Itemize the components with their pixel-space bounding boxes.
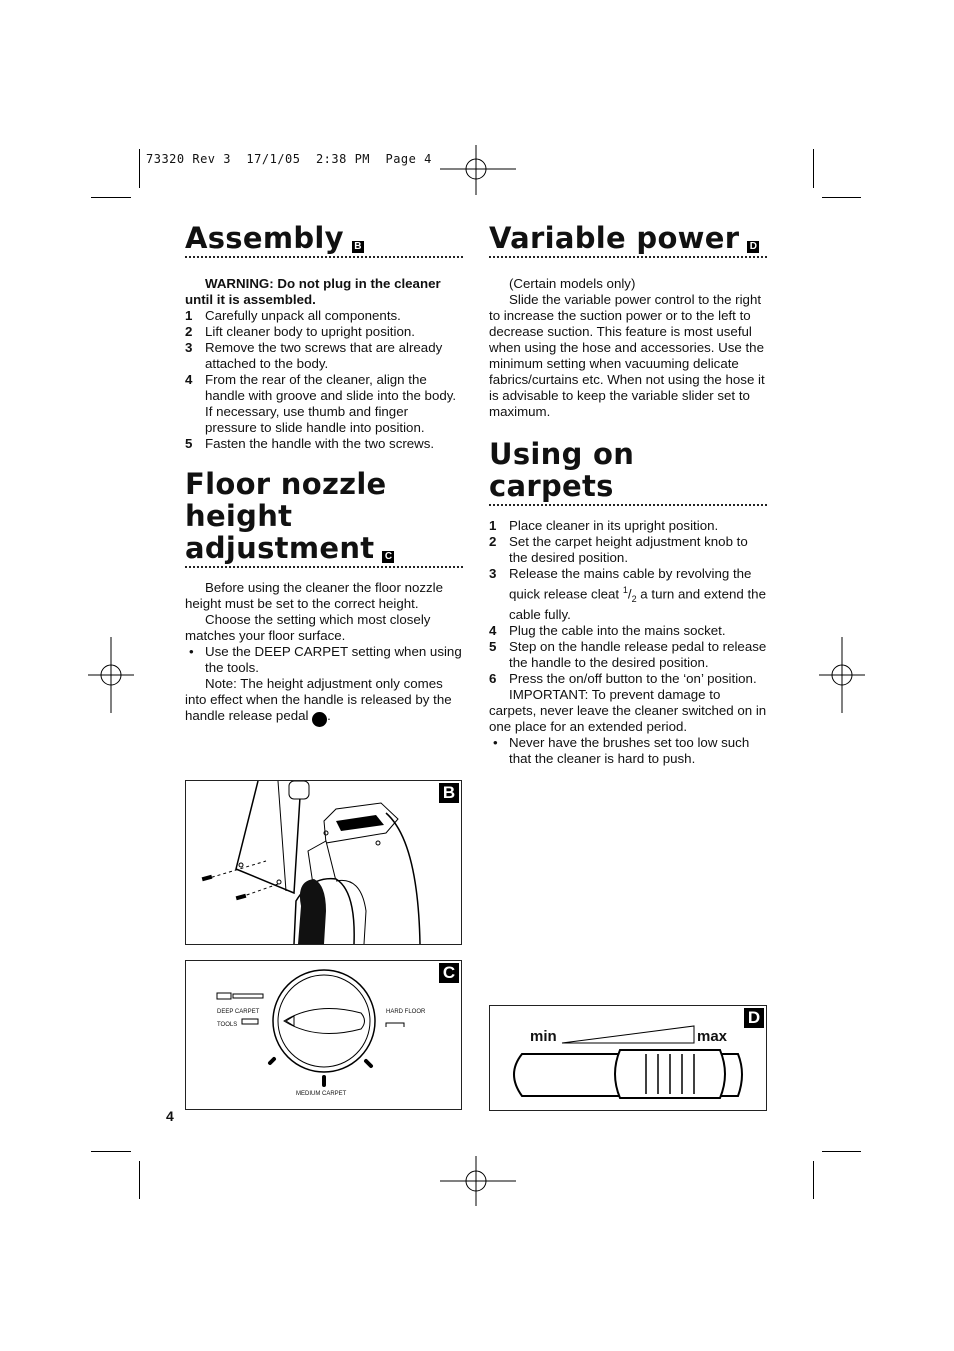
- registration-mark-right: [819, 637, 865, 713]
- right-column: [489, 222, 767, 767]
- figure-ref-tag: C: [382, 551, 394, 563]
- floor-paragraph: Before using the cleaner the floor nozzle height must be set to the correct height.: [185, 580, 444, 611]
- figure-tag: B: [439, 783, 459, 803]
- list-item: 1 Carefully unpack all components.: [185, 308, 401, 323]
- crop-mark: [822, 1151, 861, 1152]
- left-column: [185, 222, 463, 727]
- hard-floor-label: HARD FLOOR: [386, 1009, 426, 1015]
- floor-paragraph: Choose the setting which most closely matches your floor surface.: [185, 612, 431, 643]
- figure-tag: D: [744, 1008, 764, 1028]
- variable-power-heading: Variable power D: [489, 222, 767, 258]
- list-item: 1 Place cleaner in its upright position.: [489, 518, 719, 533]
- figure-d-power-slider: [489, 1005, 767, 1111]
- crop-mark: [813, 149, 814, 188]
- min-label: min: [530, 1028, 557, 1045]
- print-slug: 73320 Rev 3 17/1/05 2:38 PM Page 4: [146, 152, 432, 166]
- tools-label: TOOLS: [217, 1022, 238, 1028]
- assembly-warning: WARNING: Do not plug in the cleaner until it is assembled.: [185, 276, 441, 307]
- crop-mark: [91, 1151, 131, 1152]
- pedal-reference-badge: 16: [312, 712, 327, 727]
- height-knob-illustration: [186, 961, 463, 1111]
- floor-note: Note: The height adjustment only comes into effect when the handle is released by the handle release pedal 16.: [185, 676, 463, 727]
- crop-mark: [139, 149, 140, 188]
- list-item: 5 Fasten the handle with the two screws.: [185, 436, 435, 451]
- crop-mark: [139, 1161, 140, 1199]
- list-item: 4 Plug the cable into the mains socket.: [489, 623, 726, 639]
- list-item: 4 From the rear of the cleaner, align the handle with groove and slide into the body. If necessary, use thumb and finger pressure to slide handle into position.: [185, 372, 457, 435]
- bullet-item: • Never have the brushes set too low such that the cleaner is hard to push.: [493, 735, 750, 767]
- list-item: 5 Step on the handle release pedal to release the handle to the desired position.: [489, 639, 767, 671]
- figure-ref-tag: B: [352, 241, 364, 253]
- floor-nozzle-heading: Floor nozzle height adjustment C: [185, 468, 463, 568]
- crop-mark: [813, 1161, 814, 1199]
- assembly-heading: Assembly B: [185, 222, 463, 258]
- page-number: 4: [166, 1108, 174, 1124]
- max-label: max: [697, 1028, 728, 1045]
- registration-mark-left: [88, 637, 134, 713]
- variable-body: Slide the variable power control to the right to increase the suction power or to the left to decrease suction. This feature is most useful when using the hose and accessories. Use the minimum setting when vacuuming delicate fabrics/curtains etc. When not using the hose it is advisable to keep the variable slider set to maximum.: [489, 292, 765, 419]
- assembly-illustration: [186, 781, 463, 946]
- bullet-item: • Use the DEEP CARPET setting when using the tools.: [189, 644, 462, 675]
- list-item: 3 Remove the two screws that are already attached to the body.: [185, 340, 443, 371]
- using-on-carpets-heading: Using on carpets: [489, 438, 767, 506]
- figure-b-assembly: [185, 780, 462, 945]
- deep-carpet-label: DEEP CARPET: [217, 1009, 260, 1015]
- medium-carpet-label: MEDIUM CARPET: [296, 1091, 347, 1097]
- list-item: 3 Release the mains cable by revolving the quick release cleat $^1/_2$ a turn and extend the cable fully.: [489, 566, 766, 623]
- crop-mark: [822, 197, 861, 198]
- crop-mark: [91, 197, 131, 198]
- figure-ref-tag: D: [747, 241, 759, 253]
- power-slider-illustration: [490, 1006, 768, 1112]
- list-item: 2 Set the carpet height adjustment knob to the desired position.: [489, 534, 748, 565]
- figure-tag: C: [439, 963, 459, 983]
- figure-c-height-knob: [185, 960, 462, 1110]
- registration-mark-top: [440, 145, 516, 195]
- registration-mark-bottom: [440, 1156, 516, 1206]
- variable-models-note: (Certain models only): [509, 276, 636, 291]
- list-item: 6 Press the on/off button to the ‘on’ position.: [489, 671, 757, 687]
- carpets-important: IMPORTANT: To prevent damage to carpets, never leave the cleaner switched on in one place for an extended period.: [489, 687, 767, 735]
- list-item: 2 Lift cleaner body to upright position.: [185, 324, 415, 339]
